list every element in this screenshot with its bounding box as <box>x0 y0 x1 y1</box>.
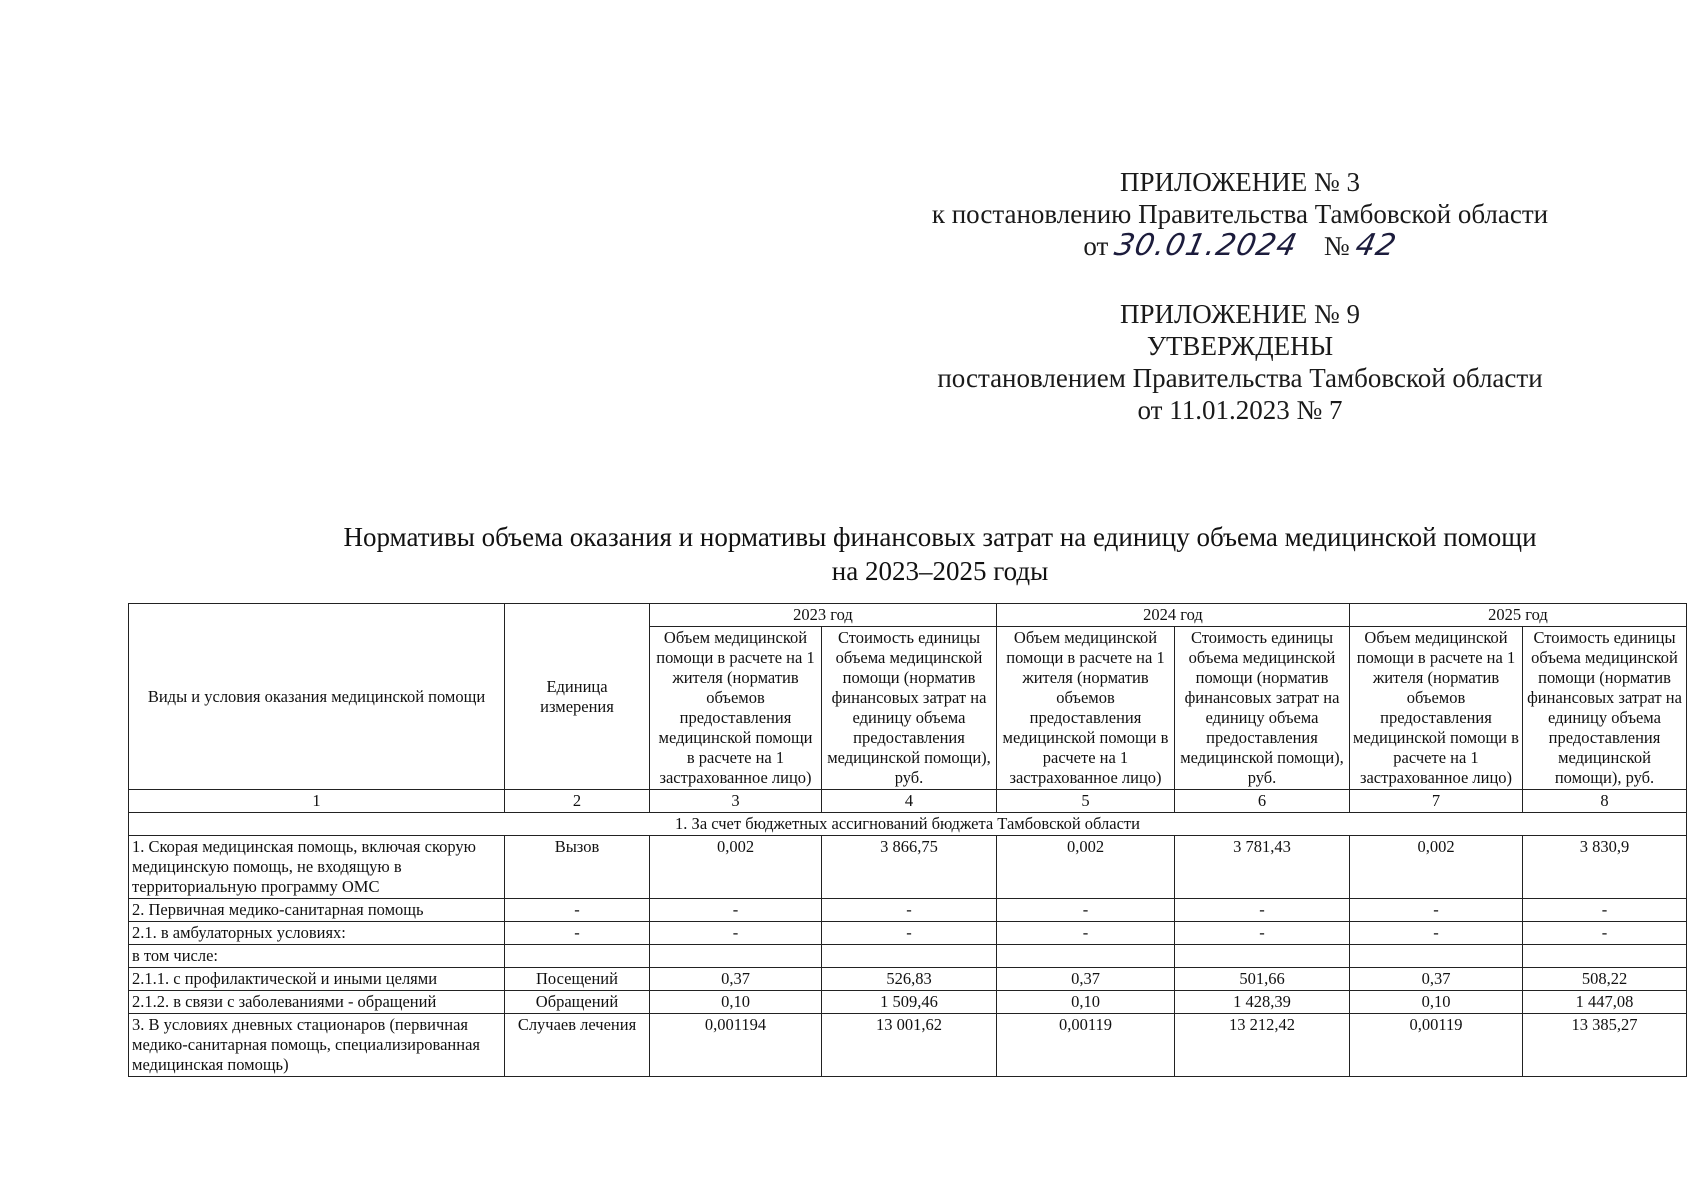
cell-cost-2024: - <box>1175 899 1350 922</box>
cell-type: 1. Скорая медицинская помощь, включая скорую медицинскую помощь, не входящую в территориальную программу ОМС <box>129 836 505 899</box>
year-header-2025: 2025 год <box>1350 604 1687 627</box>
annex-9-title: ПРИЛОЖЕНИЕ № 9 <box>1119 299 1361 329</box>
cell-cost-2025 <box>1523 945 1687 968</box>
annex-3-title: ПРИЛОЖЕНИЕ № 3 <box>1119 167 1361 197</box>
column-number: 6 <box>1175 790 1350 813</box>
cell-volume-2025: 0,00119 <box>1350 1014 1523 1077</box>
cell-cost-2024: 501,66 <box>1175 968 1350 991</box>
year-header-row <box>129 604 1687 627</box>
cell-volume-2024: 0,00119 <box>997 1014 1175 1077</box>
column-number: 2 <box>505 790 650 813</box>
cell-volume-2025: 0,37 <box>1350 968 1523 991</box>
table-row <box>129 968 1687 991</box>
cell-volume-2023: 0,10 <box>650 991 822 1014</box>
column-header-volume-2024: Объем медицинской помощи в расчете на 1 жителя (норматив объемов предоставления медицинской помощи в расчете на 1 застрахованное лицо) <box>997 627 1175 790</box>
cell-cost-2024: 13 212,42 <box>1175 1014 1350 1077</box>
table-row <box>129 1014 1687 1077</box>
cell-unit: Вызов <box>505 836 650 899</box>
column-number: 5 <box>997 790 1175 813</box>
column-header-type: Виды и условия оказания медицинской помощи <box>129 604 505 790</box>
section-row <box>129 813 1687 836</box>
cell-cost-2025: 13 385,27 <box>1523 1014 1687 1077</box>
annex-9-resolution-line: постановлением Правительства Тамбовской области <box>937 363 1543 393</box>
cell-cost-2025: 3 830,9 <box>1523 836 1687 899</box>
cell-volume-2024 <box>997 945 1175 968</box>
cell-cost-2024: - <box>1175 922 1350 945</box>
handwritten-date: 30.01.2024 <box>1111 228 1301 263</box>
cell-volume-2023: 0,002 <box>650 836 822 899</box>
column-header-cost-2024: Стоимость единицы объема медицинской помощи (норматив финансовых затрат на единицу объема предоставления медицинской помощи), руб. <box>1175 627 1350 790</box>
approved-label: УТВЕРЖДЕНЫ <box>1146 331 1334 361</box>
column-header-cost-2023: Стоимость единицы объема медицинской помощи (норматив финансовых затрат на единицу объема предоставления медицинской помощи), руб. <box>822 627 997 790</box>
norms-table <box>128 603 1687 1077</box>
cell-cost-2023: - <box>822 899 997 922</box>
column-header-cost-2025: Стоимость единицы объема медицинской помощи (норматив финансовых затрат на единицу объема предоставления медицинской помощи), руб. <box>1523 627 1687 790</box>
cell-cost-2025: - <box>1523 922 1687 945</box>
table-row <box>129 945 1687 968</box>
cell-volume-2023: 0,001194 <box>650 1014 822 1077</box>
column-number: 3 <box>650 790 822 813</box>
table-row <box>129 922 1687 945</box>
cell-type: 2.1. в амбулаторных условиях: <box>129 922 505 945</box>
cell-cost-2023: 3 866,75 <box>822 836 997 899</box>
cell-unit <box>505 945 650 968</box>
cell-type: 2. Первичная медико-санитарная помощь <box>129 899 505 922</box>
column-header-volume-2023: Объем медицинской помощи в расчете на 1 жителя (норматив объемов предоставления медицинской помощи в расчете на 1 застрахованное лицо) <box>650 627 822 790</box>
cell-volume-2025: 0,002 <box>1350 836 1523 899</box>
cell-unit: - <box>505 922 650 945</box>
cell-cost-2024: 3 781,43 <box>1175 836 1350 899</box>
year-header-2023: 2023 год <box>650 604 997 627</box>
column-number-row <box>129 790 1687 813</box>
cell-type: 2.1.2. в связи с заболеваниями - обращений <box>129 991 505 1014</box>
cell-type: в том числе: <box>129 945 505 968</box>
annex-9-header <box>880 298 1600 426</box>
annex-3-from-label: от <box>1083 231 1109 261</box>
cell-volume-2023: - <box>650 899 822 922</box>
document-title-line-2: на 2023–2025 годы <box>831 556 1049 586</box>
cell-type: 3. В условиях дневных стационаров (первичная медико-санитарная помощь, специализированная медицинская помощь) <box>129 1014 505 1077</box>
cell-volume-2023: 0,37 <box>650 968 822 991</box>
cell-type: 2.1.1. с профилактической и иными целями <box>129 968 505 991</box>
document-title <box>250 520 1630 588</box>
cell-unit: Обращений <box>505 991 650 1014</box>
cell-volume-2025: - <box>1350 922 1523 945</box>
cell-cost-2024: 1 428,39 <box>1175 991 1350 1014</box>
cell-cost-2023: 526,83 <box>822 968 997 991</box>
cell-cost-2025: 1 447,08 <box>1523 991 1687 1014</box>
handwritten-number: 42 <box>1352 228 1401 263</box>
table-row <box>129 836 1687 899</box>
cell-unit: - <box>505 899 650 922</box>
cell-cost-2023 <box>822 945 997 968</box>
cell-volume-2024: 0,002 <box>997 836 1175 899</box>
cell-volume-2023 <box>650 945 822 968</box>
cell-volume-2025 <box>1350 945 1523 968</box>
column-header-volume-2025: Объем медицинской помощи в расчете на 1 жителя (норматив объемов предоставления медицинской помощи в расчете на 1 застрахованное лицо) <box>1350 627 1523 790</box>
cell-unit: Посещений <box>505 968 650 991</box>
table-row <box>129 991 1687 1014</box>
cell-unit: Случаев лечения <box>505 1014 650 1077</box>
cell-volume-2024: - <box>997 922 1175 945</box>
column-number: 7 <box>1350 790 1523 813</box>
cell-cost-2023: - <box>822 922 997 945</box>
cell-cost-2024 <box>1175 945 1350 968</box>
document-title-line-1: Нормативы объема оказания и нормативы финансовых затрат на единицу объема медицинской помощи <box>343 522 1537 552</box>
annex-3-date-line <box>880 230 1600 262</box>
cell-cost-2025: - <box>1523 899 1687 922</box>
cell-volume-2025: 0,10 <box>1350 991 1523 1014</box>
cell-volume-2024: 0,37 <box>997 968 1175 991</box>
cell-volume-2024: 0,10 <box>997 991 1175 1014</box>
column-header-unit: Единица измерения <box>505 604 650 790</box>
column-number: 4 <box>822 790 997 813</box>
table-row <box>129 899 1687 922</box>
cell-cost-2023: 13 001,62 <box>822 1014 997 1077</box>
annex-3-header <box>880 166 1600 262</box>
cell-volume-2024: - <box>997 899 1175 922</box>
column-number: 1 <box>129 790 505 813</box>
section-title: 1. За счет бюджетных ассигнований бюджета Тамбовской области <box>129 813 1687 836</box>
cell-cost-2025: 508,22 <box>1523 968 1687 991</box>
annex-3-resolution-line: к постановлению Правительства Тамбовской области <box>931 199 1549 229</box>
column-number: 8 <box>1523 790 1687 813</box>
year-header-2024: 2024 год <box>997 604 1350 627</box>
cell-volume-2023: - <box>650 922 822 945</box>
annex-3-number-label: № <box>1323 231 1350 261</box>
cell-cost-2023: 1 509,46 <box>822 991 997 1014</box>
cell-volume-2025: - <box>1350 899 1523 922</box>
annex-9-date-line: от 11.01.2023 № 7 <box>1137 395 1343 425</box>
